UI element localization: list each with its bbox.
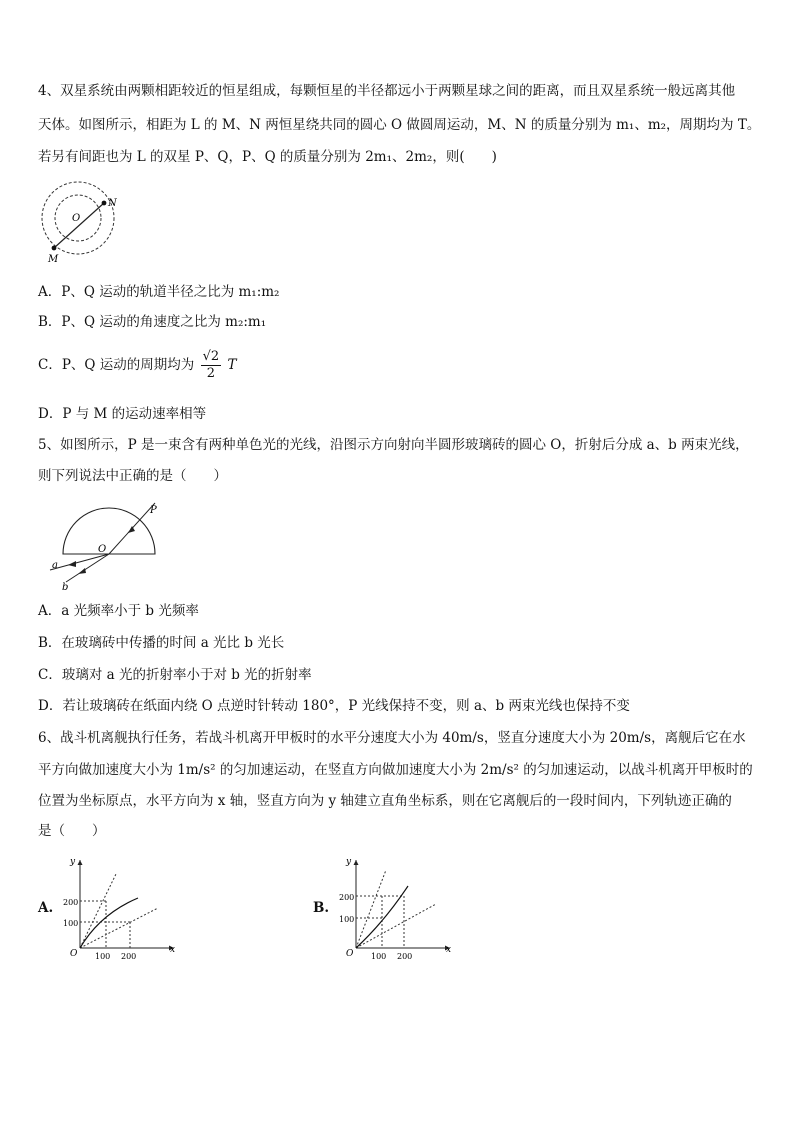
q5-text-line1: 5、如图所示，P 是一束含有两种单色光的光线，沿图示方向射向半圆形玻璃砖的圆心 O，折射后分成 a、b 两束光线， [38, 437, 749, 453]
fig-label-a: a [52, 560, 58, 571]
fraction [201, 349, 222, 382]
origin-label: O [70, 949, 78, 959]
tick-x-100: 100 [371, 952, 387, 961]
tick-y-100: 100 [339, 915, 355, 924]
fig-label-m: M [48, 254, 59, 265]
fig-label-b: b [62, 582, 69, 593]
q6-option-b-label: B. [313, 900, 330, 916]
axis-label-y: y [346, 857, 352, 867]
trajectory-graph-a [63, 852, 181, 962]
q4-option-d: D．P 与 M 的运动速率相等 [38, 406, 207, 422]
q4-text-line2: 天体。如图所示，相距为 L 的 M、N 两恒星绕共同的圆心 O 做圆周运动，M、N 的质量分别为 m₁、m₂，周期均为 T。 [38, 117, 761, 133]
glass-refraction-figure [40, 498, 170, 593]
tick-x-200: 200 [397, 952, 413, 961]
q5-option-a: A．a 光频率小于 b 光频率 [38, 603, 199, 619]
q4-option-b: B．P、Q 运动的角速度之比为 m₂:m₁ [38, 314, 267, 330]
fig-label-n: N [108, 198, 117, 209]
q6-text-line4: 是（ ） [38, 823, 106, 839]
tick-x-200: 200 [121, 952, 137, 961]
q6-option-a-label: A. [38, 900, 54, 916]
q5-option-d: D．若让玻璃砖在纸面内绕 O 点逆时针转动 180°，P 光线保持不变，则 a、b 两束光线也保持不变 [38, 698, 630, 714]
q6-text-line3: 位置为坐标原点，水平方向为 x 轴，竖直方向为 y 轴建立直角坐标系，则在它离舰后的一段时间内，下列轨迹正确的 [38, 793, 732, 809]
tick-y-100: 100 [63, 919, 79, 928]
axis-label-x: x [170, 945, 176, 955]
q6-text-line2: 平方向做加速度大小为 1m/s² 的匀加速运动，在竖直方向做加速度大小为 2m/s² 的匀加速运动，以战斗机离开甲板时的 [38, 762, 753, 778]
tick-x-100: 100 [95, 952, 111, 961]
fraction-denominator: 2 [206, 366, 215, 381]
tick-y-200: 200 [339, 893, 355, 902]
axis-label-y: y [70, 857, 76, 867]
q4-option-c-prefix: C．P、Q 运动的周期均为 [38, 357, 195, 373]
binary-star-figure [38, 178, 138, 268]
axis-label-x: x [446, 945, 452, 955]
fig-label-o: O [72, 213, 81, 224]
origin-label: O [346, 949, 354, 959]
q6-text-line1: 6、战斗机离舰执行任务，若战斗机离开甲板时的水平分速度大小为 40m/s，竖直分速度大小为 20m/s，离舰后它在水 [38, 730, 746, 746]
q5-text-line2: 则下列说法中正确的是（ ） [38, 468, 227, 484]
q4-option-a: A．P、Q 运动的轨道半径之比为 m₁:m₂ [38, 284, 280, 300]
q5-option-b: B．在玻璃砖中传播的时间 a 光比 b 光长 [38, 635, 285, 651]
fig-label-o5: O [98, 544, 107, 555]
q4-option-c-suffix: T [227, 357, 237, 373]
fig-label-p: P [150, 505, 157, 516]
q4-text-line3: 若另有间距也为 L 的双星 P、Q，P、Q 的质量分别为 2m₁、2m₂，则( ) [38, 149, 497, 165]
q5-option-c: C．玻璃对 a 光的折射率小于对 b 光的折射率 [38, 667, 312, 683]
tick-y-200: 200 [63, 898, 79, 907]
q4-option-c [38, 348, 236, 382]
q4-text-line1: 4、双星系统由两颗相距较近的恒星组成，每颗恒星的半径都远小于两颗星球之间的距离，而且双星系统一般远离其他 [38, 83, 736, 99]
trajectory-graph-b [339, 852, 457, 962]
fraction-numerator: √2 [202, 349, 220, 364]
